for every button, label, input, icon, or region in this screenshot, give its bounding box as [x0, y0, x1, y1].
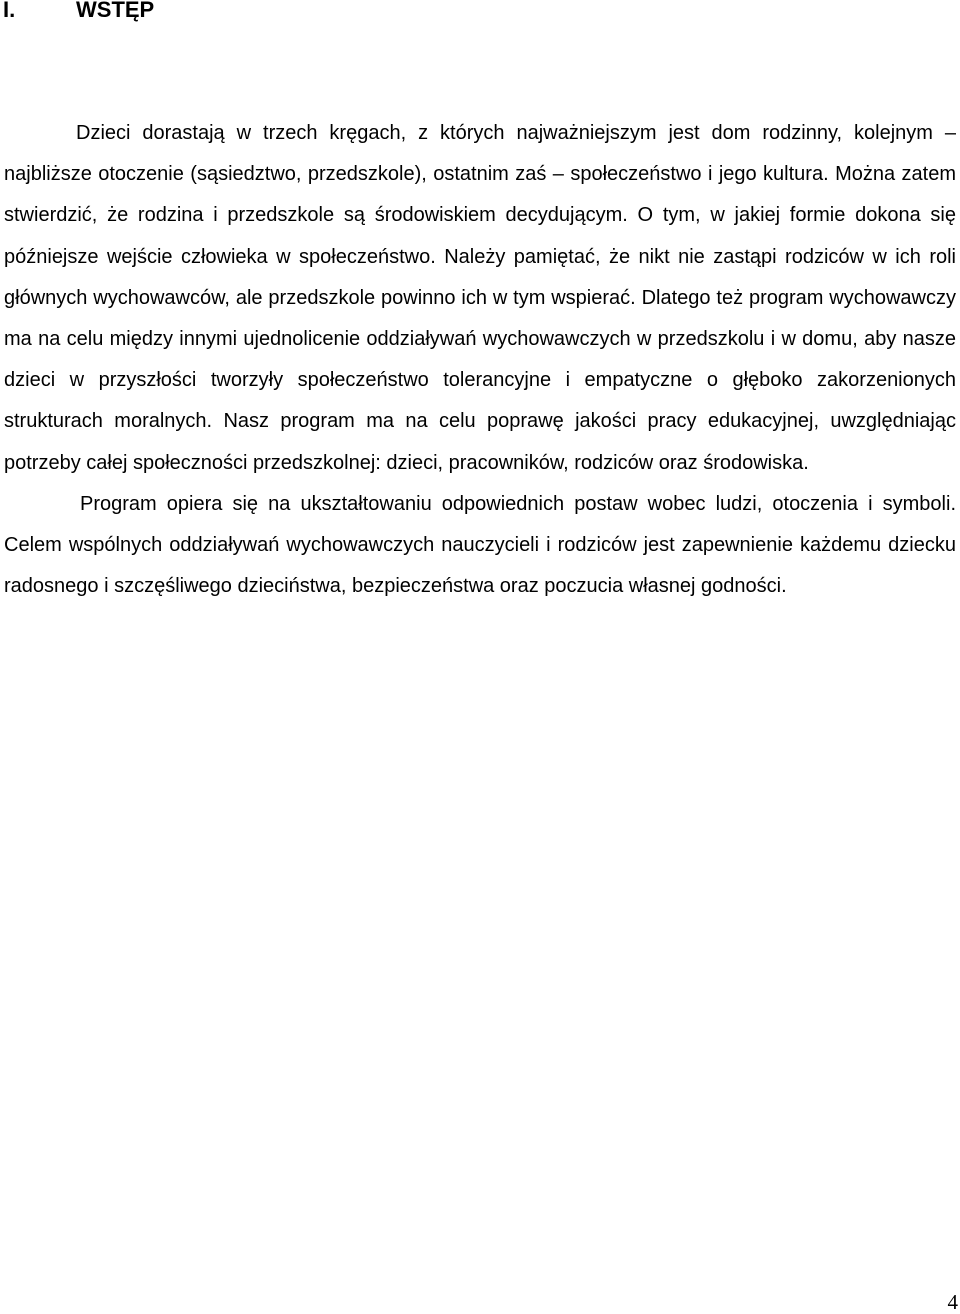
- section-heading: [3, 0, 154, 24]
- paragraph: Program opiera się na ukształtowaniu odpowiednich postaw wobec ludzi, otoczenia i symboli. Celem wspólnych oddziaływań wychowawczych nauczycieli i rodziców jest zapewnienie każdemu dziecku radosnego i szczęśliwego dzieciństwa, bezpieczeństwa oraz poczucia własnej godności.: [4, 492, 956, 598]
- page-number: 4: [947, 1290, 958, 1314]
- paragraph: Dzieci dorastają w trzech kręgach, z których najważniejszym jest dom rodzinny, kolejnym – najbliższe otoczenie (sąsiedztwo, przedszkole), ostatnim zaś – społeczeństwo i jego kultura. Można zatem stwierdzić, że rodzina i przedszkole są środowiskiem decydującym. O tym, w jakiej formie dokona się późniejsze wejście człowieka w społeczeństwo. Należy pamiętać, że nikt nie zastąpi rodziców w ich roli głównych wychowawców, ale przedszkole powinno ich w tym wspierać. Dlatego też program wychowawczy ma na celu między innymi ujednolicenie oddziaływań wychowawczych w przedszkolu i w domu, aby nasze dzieci w przyszłości tworzyły społeczeństwo tolerancyjne i empatyczne o głęboko zakorzenionych strukturach moralnych. Nasz program ma na celu poprawę jakości pracy edukacyjnej, uwzględniając potrzeby całej społeczności przedszkolnej: dzieci, pracowników, rodziców oraz środowiska.: [4, 122, 956, 474]
- section-number: I.: [3, 0, 16, 22]
- section-title: WSTĘP: [76, 0, 155, 22]
- body-text: [4, 113, 956, 607]
